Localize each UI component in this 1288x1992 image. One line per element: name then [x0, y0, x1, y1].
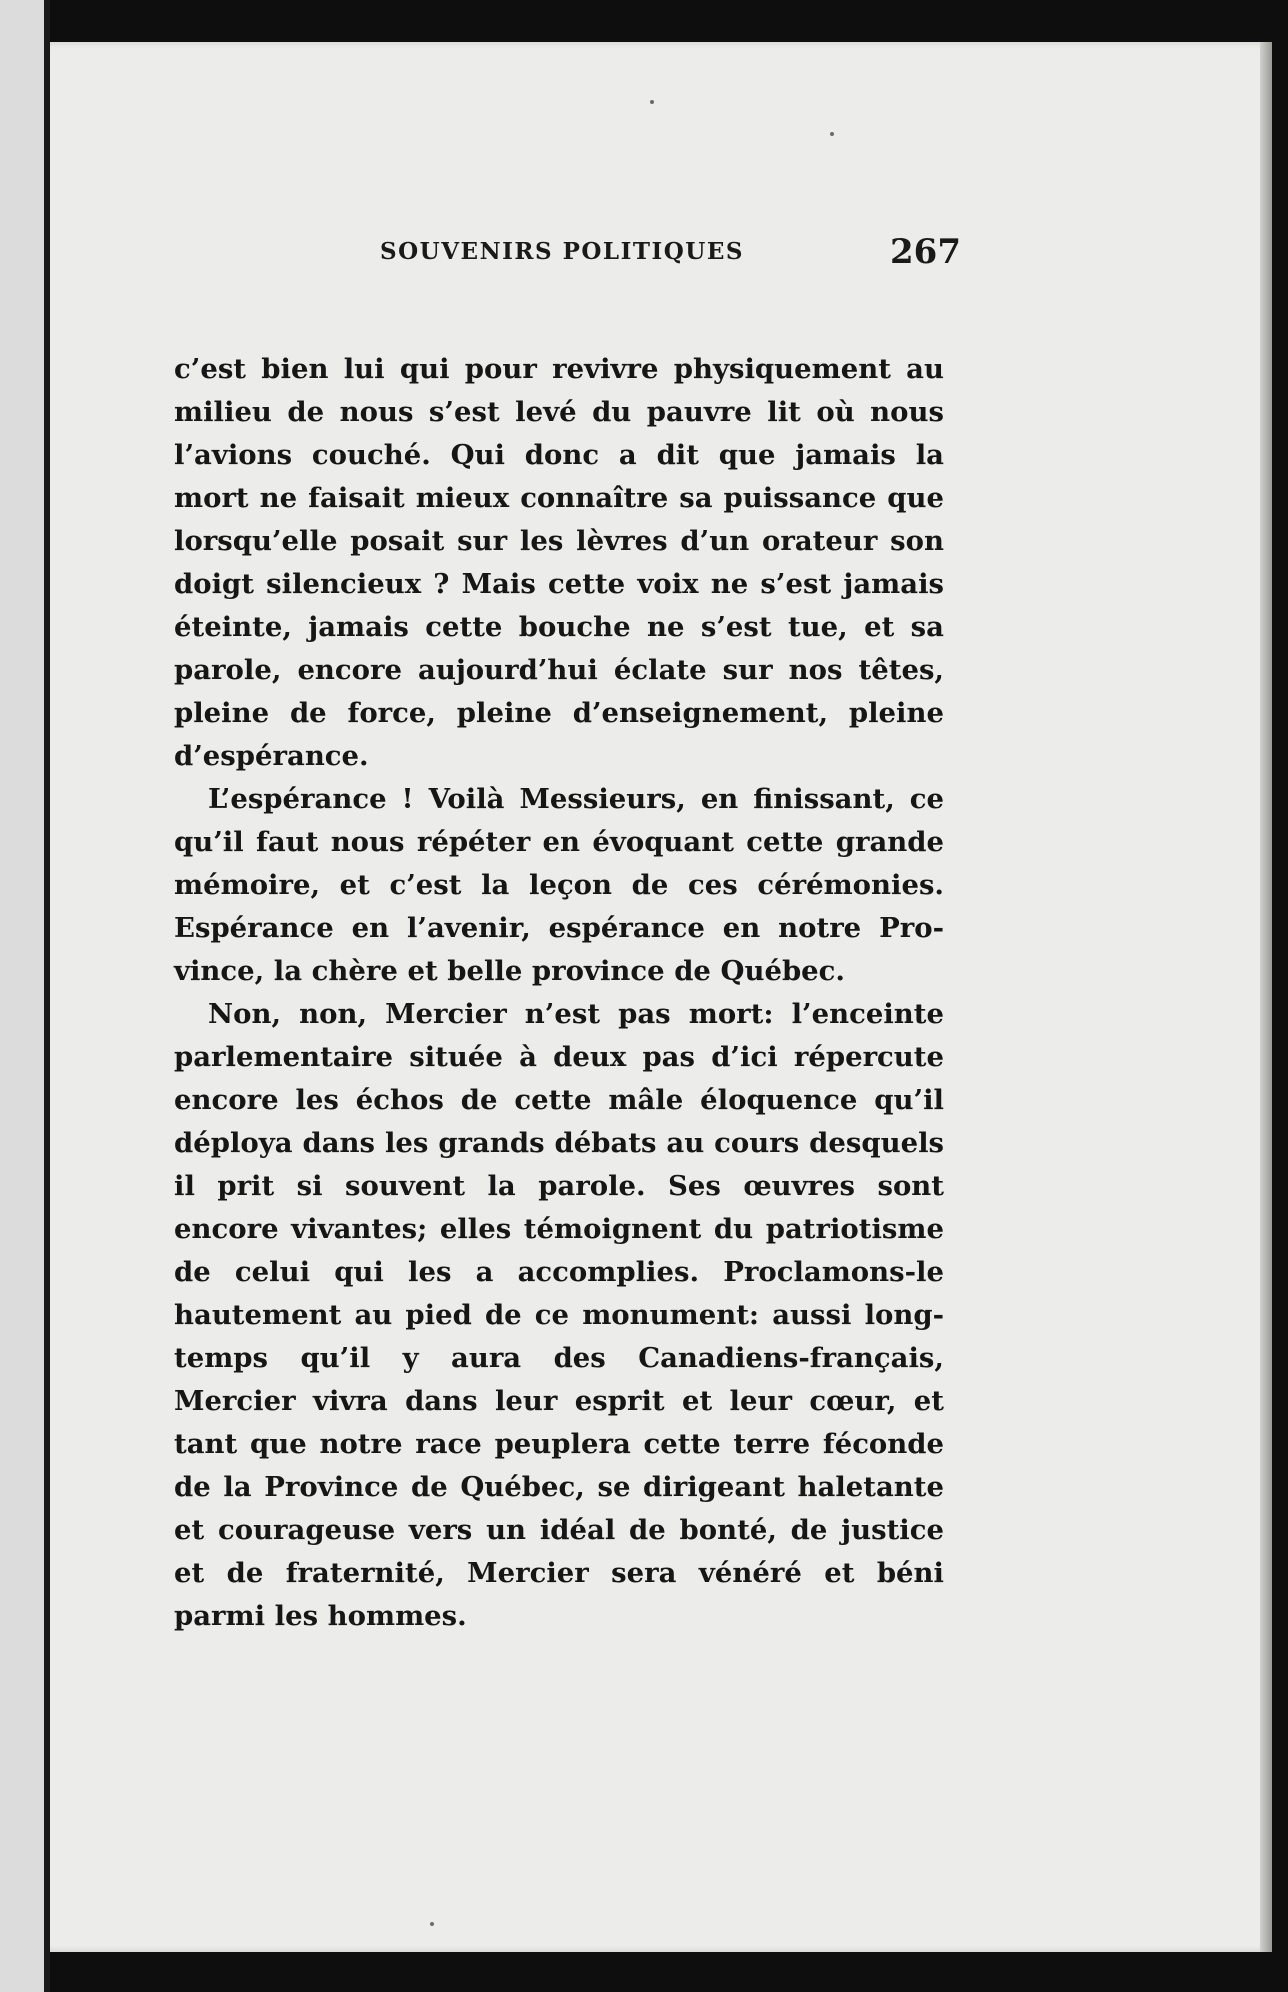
dust-speck: [430, 1922, 434, 1926]
dust-speck: [650, 100, 654, 104]
page-number: 267: [890, 232, 961, 272]
paragraph-3: Non, non, Mercier n’est pas mort: l’enceinte parlementaire située à deux pas d’ici répercute encore les échos de cette mâle éloquence qu’il déploya dans les grands débats au cours desquels il prit si souvent la parole. Ses œuvres sont encore vivantes; elles témoignent du patriotisme de celui qui les a accomplies. Proclamons-le hautement au pied de ce monument: aussi long-temps qu’il y aura des Canadiens-français, Mercier vivra dans leur esprit et leur cœur, et tant que notre race peuplera cette terre féconde de la Province de Québec, se dirigeant haletante et courageuse vers un idéal de bonté, de justice et de fraternité, Mercier sera vénéré et béni parmi les hommes.: [174, 998, 944, 1632]
book-page: [50, 42, 1272, 1952]
facing-page-edge: [0, 0, 50, 1992]
running-title: SOUVENIRS POLITIQUES: [380, 238, 744, 265]
dust-speck: [830, 132, 834, 136]
paragraph-2: L’espérance ! Voilà Messieurs, en finissant, ce qu’il faut nous répéter en évoquant cette grande mémoire, et c’est la leçon de ces cérémonies. Espérance en l’avenir, espérance en notre Pro-vince, la chère et belle province de Québec.: [174, 783, 944, 987]
page-fore-edge: [1260, 42, 1272, 1952]
running-head: [50, 222, 1272, 282]
paragraph-1: c’est bien lui qui pour revivre physiquement au milieu de nous s’est levé du pauvre lit où nous l’avions couché. Qui donc a dit que jamais la mort ne faisait mieux connaître sa puissance que lorsqu’elle posait sur les lèvres d’un orateur son doigt silencieux ? Mais cette voix ne s’est jamais éteinte, jamais cette bouche ne s’est tue, et sa parole, encore aujourd’hui éclate sur nos têtes, pleine de force, pleine d’enseignement, pleine d’espérance.: [174, 353, 944, 772]
body-text: [174, 348, 944, 1638]
